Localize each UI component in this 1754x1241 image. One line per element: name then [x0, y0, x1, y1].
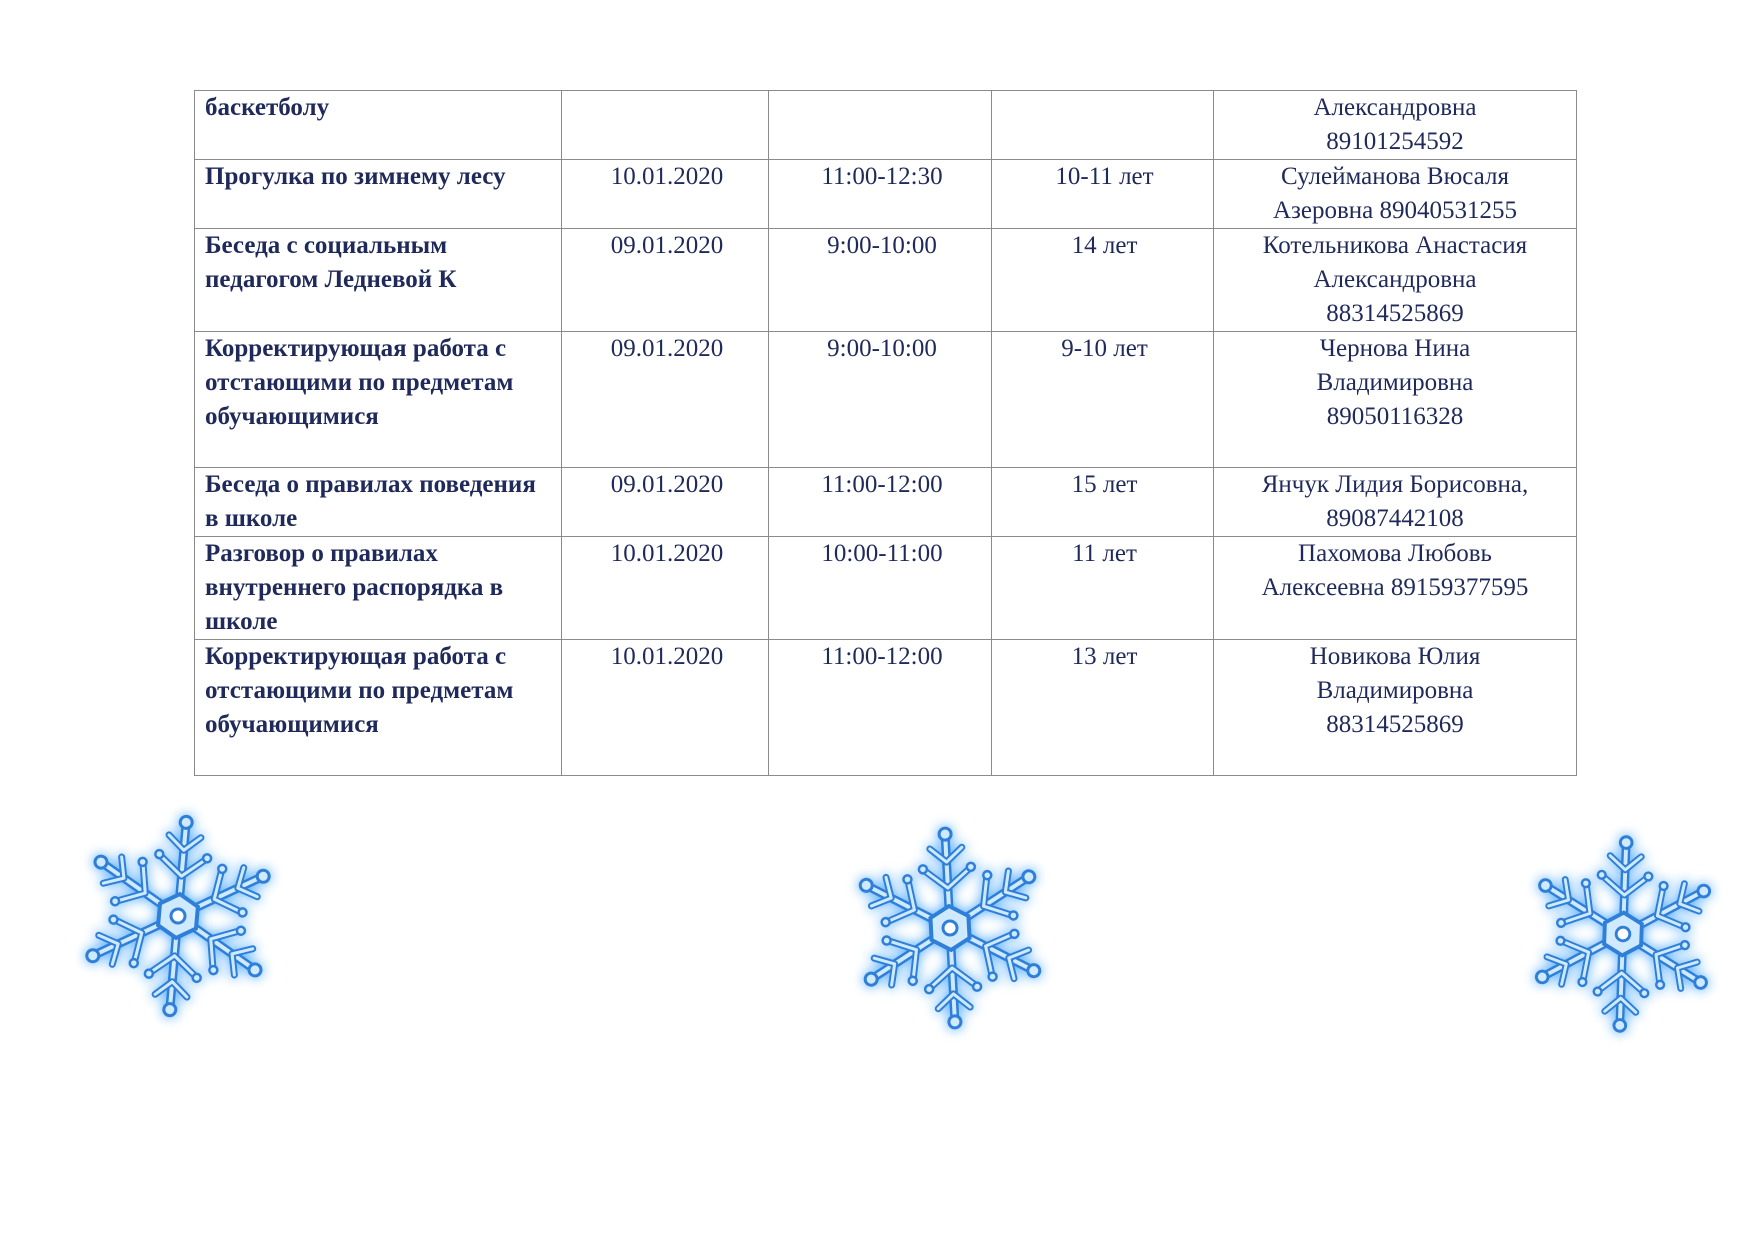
time-cell: 9:00-10:00	[769, 229, 992, 332]
time-cell: 11:00-12:00	[769, 468, 992, 537]
contact-cell	[1214, 229, 1577, 332]
time-cell: 10:00-11:00	[769, 537, 992, 640]
contact-line: Александровна	[1313, 266, 1477, 293]
contact-line: 88314525869	[1326, 300, 1464, 327]
contact-line: Алексеевна 89159377595	[1261, 574, 1529, 601]
table-row	[195, 537, 1577, 640]
contact-line: 89101254592	[1326, 128, 1464, 155]
time-cell: 11:00-12:30	[769, 160, 992, 229]
age-cell: 9-10 лет	[992, 332, 1214, 468]
contact-line: Янчук Лидия Борисовна,	[1261, 471, 1529, 498]
event-cell: баскетболу	[195, 91, 562, 160]
date-cell: 09.01.2020	[562, 332, 769, 468]
date-cell	[562, 91, 769, 160]
contact-cell	[1214, 537, 1577, 640]
snowflake-icon	[1514, 832, 1732, 1036]
contact-line: Котельникова Анастасия	[1262, 232, 1528, 259]
contact-line: 89050116328	[1326, 403, 1464, 430]
date-cell: 10.01.2020	[562, 160, 769, 229]
contact-cell	[1214, 160, 1577, 229]
age-cell	[992, 91, 1214, 160]
age-cell: 14 лет	[992, 229, 1214, 332]
table-row	[195, 468, 1577, 537]
event-cell: Беседа с социальным педагогом Ледневой К	[195, 229, 562, 332]
contact-line: Владимировна	[1316, 369, 1474, 396]
age-cell: 13 лет	[992, 640, 1214, 776]
table-row	[195, 332, 1577, 468]
contact-cell	[1214, 332, 1577, 468]
date-cell: 09.01.2020	[562, 229, 769, 332]
age-cell: 10-11 лет	[992, 160, 1214, 229]
table-row	[195, 91, 1577, 160]
time-cell: 11:00-12:00	[769, 640, 992, 776]
contact-cell	[1214, 640, 1577, 776]
event-cell: Разговор о правилах внутреннего распорядка в школе	[195, 537, 562, 640]
contact-line: Чернова Нина	[1319, 335, 1471, 362]
contact-line: Владимировна	[1316, 677, 1474, 704]
contact-line: Новикова Юлия	[1309, 643, 1481, 670]
contact-cell	[1214, 91, 1577, 160]
table-row	[195, 229, 1577, 332]
schedule-table	[194, 90, 1577, 776]
contact-line: Пахомова Любовь	[1298, 540, 1492, 567]
event-cell: Беседа о правилах поведения в школе	[195, 468, 562, 537]
contact-line: Сулейманова Вюсаля	[1281, 163, 1509, 190]
date-cell: 09.01.2020	[562, 468, 769, 537]
event-cell: Прогулка по зимнему лесу	[195, 160, 562, 229]
date-cell: 10.01.2020	[562, 537, 769, 640]
table-row	[195, 160, 1577, 229]
snowflake-icon	[838, 826, 1062, 1030]
contact-line: Азеровна 89040531255	[1272, 197, 1518, 224]
age-cell: 11 лет	[992, 537, 1214, 640]
event-cell: Корректирующая работа с отстающими по предметам обучающимися	[195, 640, 562, 776]
event-cell: Корректирующая работа с отстающими по предметам обучающимися	[195, 332, 562, 468]
contact-line: Александровна	[1313, 94, 1477, 121]
snowflake-icon	[66, 814, 290, 1018]
date-cell: 10.01.2020	[562, 640, 769, 776]
contact-cell	[1214, 468, 1577, 537]
contact-line: 88314525869	[1326, 711, 1464, 738]
age-cell: 15 лет	[992, 468, 1214, 537]
time-cell: 9:00-10:00	[769, 332, 992, 468]
time-cell	[769, 91, 992, 160]
contact-line: 89087442108	[1326, 505, 1464, 532]
table-row	[195, 640, 1577, 776]
